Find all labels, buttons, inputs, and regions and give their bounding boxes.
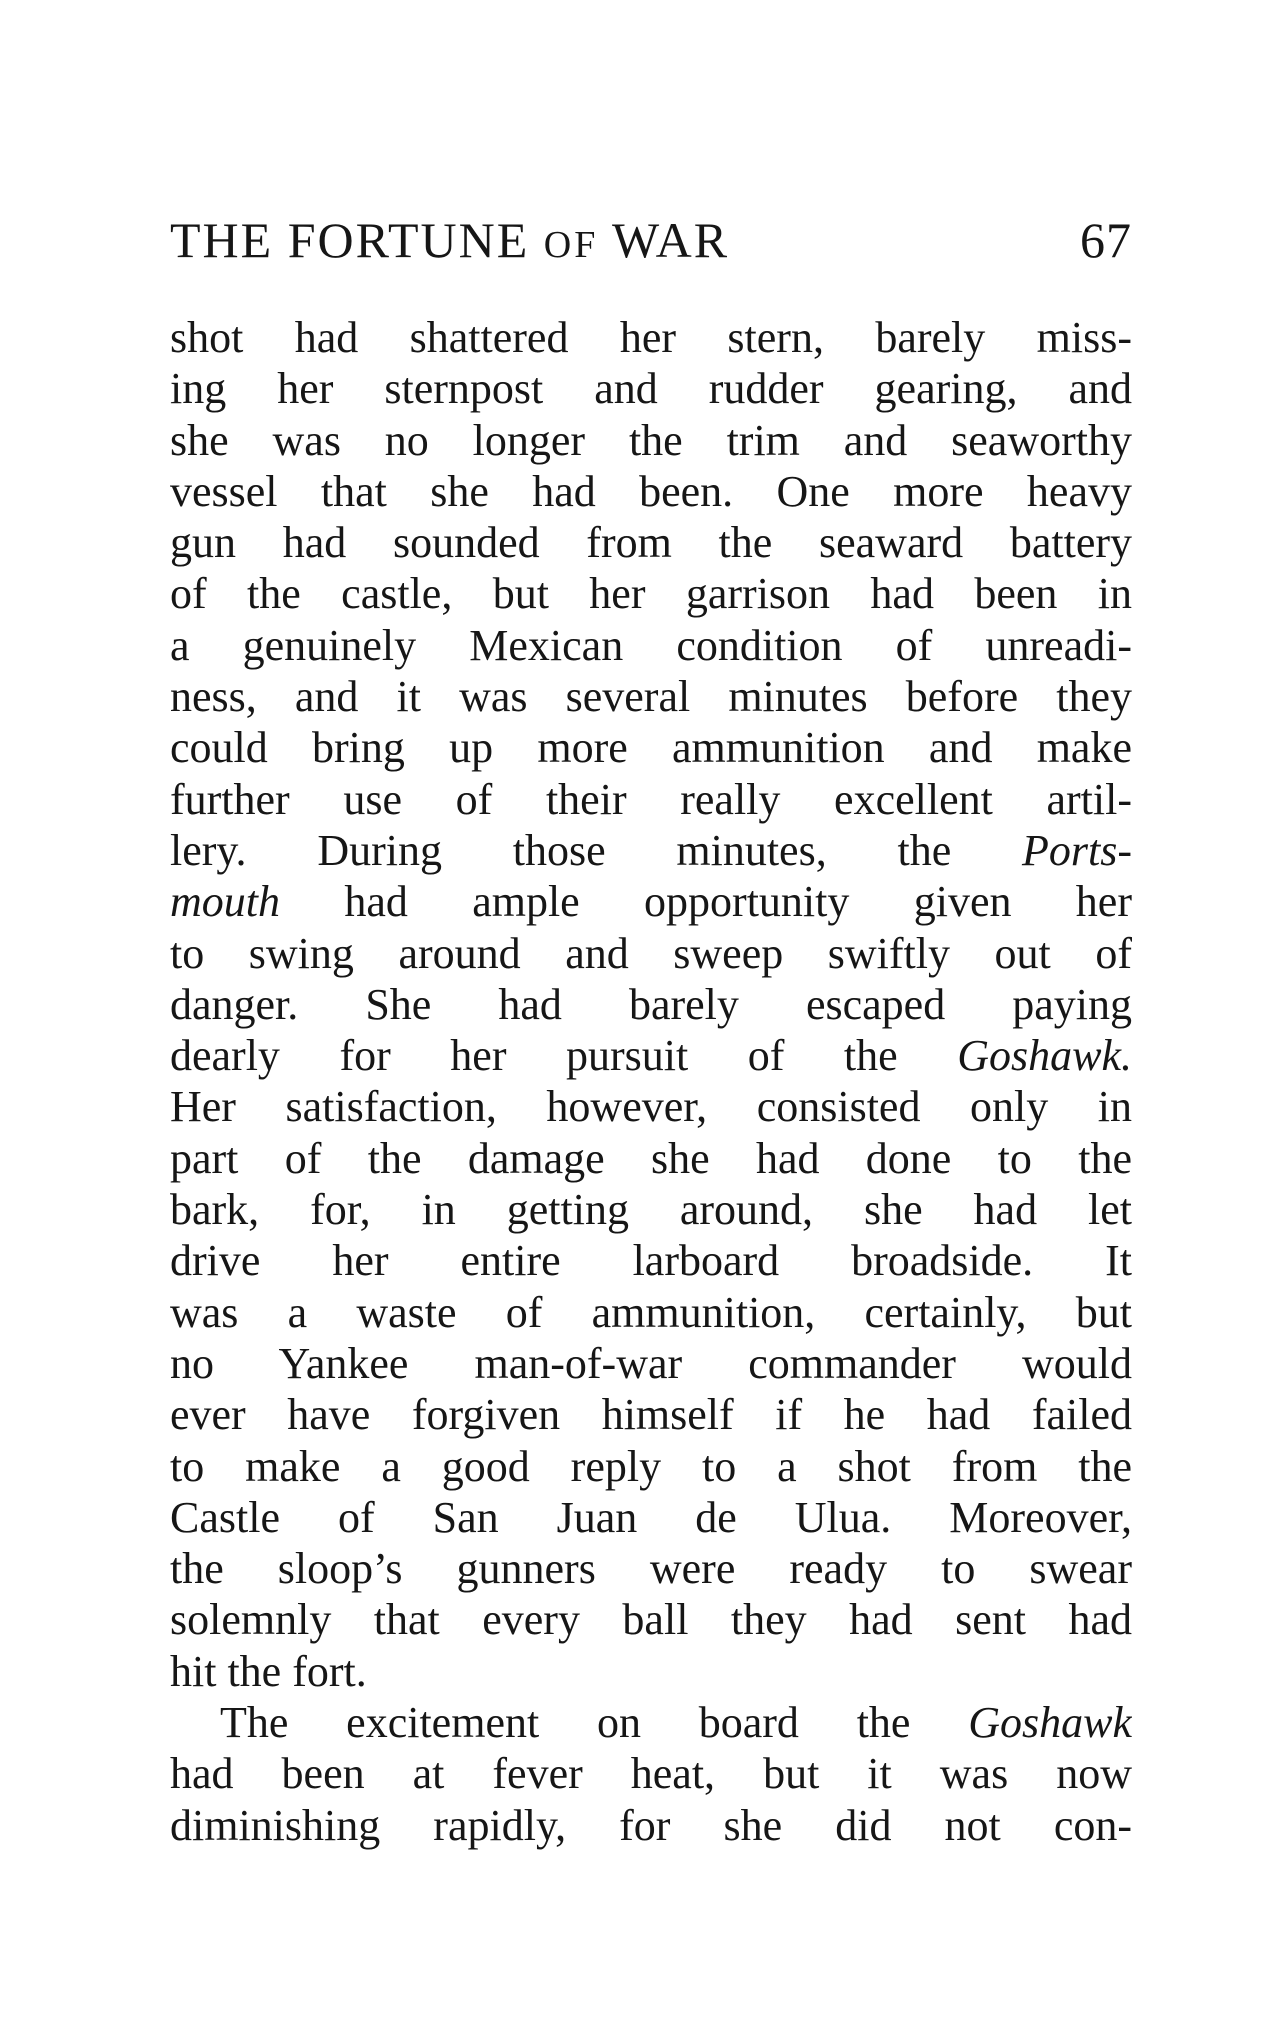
text-line: solemnly that every ball they had sent had bbox=[170, 1595, 1132, 1645]
running-head bbox=[170, 205, 1132, 275]
text-line bbox=[170, 1030, 1132, 1081]
running-title-part-2: WAR bbox=[598, 212, 730, 268]
ship-name-italic: mouth bbox=[170, 877, 280, 927]
page-number: 67 bbox=[1080, 212, 1132, 268]
text-line: ness, and it was several minutes before they bbox=[170, 672, 1132, 722]
text-line: had been at fever heat, but it was now bbox=[170, 1749, 1132, 1799]
text-line: no Yankee man-of-war commander would bbox=[170, 1338, 1132, 1388]
text-line: Castle of San Juan de Ulua. Moreover, bbox=[170, 1492, 1132, 1542]
text-line: she was no longer the trim and seaworthy bbox=[170, 415, 1132, 465]
text-line: ing her sternpost and rudder gearing, and bbox=[170, 364, 1132, 414]
text-line: to make a good reply to a shot from the bbox=[170, 1441, 1132, 1491]
running-title-part-1: THE FORTUNE bbox=[170, 212, 544, 268]
ship-name-italic: Goshawk bbox=[968, 1698, 1132, 1748]
text-line: shot had shattered her stern, barely miss- bbox=[170, 313, 1132, 362]
text-line: Her satisfaction, however, consisted only in bbox=[170, 1082, 1132, 1132]
text-line bbox=[170, 825, 1132, 876]
text-line: a genuinely Mexican condition of unreadi- bbox=[170, 620, 1132, 670]
text-line: the sloop’s gunners were ready to swear bbox=[170, 1544, 1132, 1594]
text-line: ever have forgiven himself if he had failed bbox=[170, 1390, 1132, 1440]
text-line: vessel that she had been. One more heavy bbox=[170, 466, 1132, 516]
ship-name-italic: Ports- bbox=[1022, 825, 1132, 875]
body-text bbox=[170, 312, 1132, 1851]
text-segment: lery. During those minutes, the bbox=[170, 825, 1022, 875]
text-line: drive her entire larboard broadside. It bbox=[170, 1236, 1132, 1286]
text-line bbox=[170, 876, 1132, 927]
text-segment: had ample opportunity given her bbox=[280, 877, 1132, 927]
text-line: diminishing rapidly, for she did not con- bbox=[170, 1800, 1132, 1850]
text-segment: The excitement on board the bbox=[220, 1698, 969, 1748]
text-line: was a waste of ammunition, certainly, but bbox=[170, 1287, 1132, 1337]
running-title bbox=[170, 205, 729, 280]
text-line-paragraph-end: hit the fort. bbox=[170, 1646, 367, 1696]
text-line: to swing around and sweep swiftly out of bbox=[170, 928, 1132, 978]
text-line: danger. She had barely escaped paying bbox=[170, 979, 1132, 1029]
text-line: part of the damage she had done to the bbox=[170, 1133, 1132, 1183]
text-line: bark, for, in getting around, she had let bbox=[170, 1185, 1132, 1235]
ship-name-italic: Goshawk. bbox=[957, 1031, 1132, 1081]
text-line: could bring up more ammunition and make bbox=[170, 723, 1132, 773]
text-line: gun had sounded from the seaward battery bbox=[170, 518, 1132, 568]
text-segment: dearly for her pursuit of the bbox=[170, 1031, 958, 1081]
text-line-paragraph-start bbox=[170, 1697, 1132, 1748]
text-line: of the castle, but her garrison had been in bbox=[170, 569, 1132, 619]
running-title-small-caps: OF bbox=[543, 224, 599, 266]
text-line: further use of their really excellent artil- bbox=[170, 774, 1132, 824]
